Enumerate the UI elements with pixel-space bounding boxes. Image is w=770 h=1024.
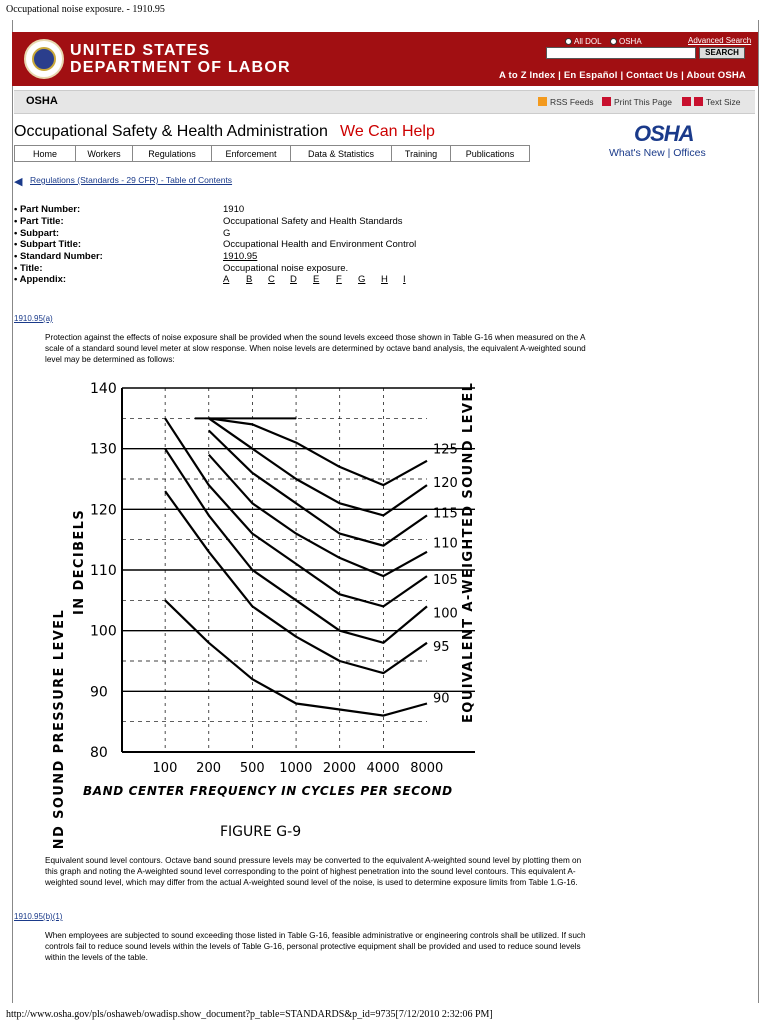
- rss-feeds-link[interactable]: [538, 97, 593, 107]
- x-tick-label: 100: [152, 761, 178, 776]
- radio-icon: [610, 38, 617, 45]
- y-tick-label: 130: [90, 441, 117, 458]
- radio-osha-label: OSHA: [619, 37, 642, 46]
- right-tick-label: 95: [433, 639, 450, 655]
- chart-grid: [122, 388, 475, 752]
- info-value-title: Occupational noise exposure.: [223, 263, 349, 274]
- appendix-link-g[interactable]: G: [358, 274, 366, 285]
- x-axis-label: BAND CENTER FREQUENCY IN CYCLES PER SECOND: [83, 784, 453, 798]
- y-tick-label: 120: [90, 502, 117, 519]
- left-axis-label: OCTAVE BAND SOUND PRESSURE LEVEL: [52, 608, 67, 848]
- osha-logo[interactable]: OSHA: [634, 121, 694, 146]
- search-button[interactable]: SEARCH: [699, 47, 745, 59]
- info-label-standard-number: • Standard Number:: [14, 251, 103, 262]
- figure-g9: [45, 378, 515, 848]
- info-label-subpart-title: • Subpart Title:: [14, 239, 82, 250]
- paragraph-link-1910-95-b1[interactable]: 1910.95(b)(1): [14, 912, 63, 921]
- back-arrow-icon[interactable]: ◀: [14, 176, 23, 188]
- rss-icon: [538, 97, 547, 106]
- appendix-link-i[interactable]: I: [403, 274, 406, 285]
- right-tick-labels: [433, 443, 458, 707]
- contour-line-115: [209, 431, 427, 546]
- advanced-search-link[interactable]: Advanced Search: [688, 36, 752, 45]
- dol-seal-logo[interactable]: [24, 39, 64, 79]
- appendix-link-a[interactable]: A: [223, 274, 230, 285]
- contour-line-95: [165, 491, 427, 673]
- y-tick-label: 140: [90, 381, 117, 397]
- x-tick-label: 8000: [410, 761, 444, 776]
- radio-all-dol-label: All DOL: [574, 37, 602, 46]
- print-header: Occupational noise exposure. - 1910.95: [6, 4, 165, 15]
- info-label-part-title: • Part Title:: [14, 216, 64, 227]
- y-tick-label: 110: [90, 563, 117, 579]
- appendix-link-c[interactable]: C: [268, 274, 275, 285]
- contour-line-125: [209, 418, 427, 485]
- appendix-link-e[interactable]: E: [313, 274, 320, 285]
- radio-osha[interactable]: [610, 37, 642, 46]
- agency-title[interactable]: Occupational Safety & Health Administration: [14, 123, 328, 140]
- y-tick-label: 100: [90, 623, 117, 640]
- left-axis-label-units: IN DECIBELS: [72, 508, 87, 615]
- appendix-link-b[interactable]: B: [246, 274, 253, 285]
- info-value-subpart: G: [223, 228, 231, 239]
- right-tick-label: 120: [433, 476, 458, 492]
- x-tick-labels: [153, 761, 444, 776]
- whats-new-offices-links[interactable]: What's New | Offices: [609, 147, 706, 159]
- plus-icon[interactable]: [694, 97, 703, 106]
- search-input[interactable]: [546, 47, 696, 59]
- minus-icon[interactable]: [682, 97, 691, 106]
- paragraph-a-text: Protection against the effects of noise exposure shall be provided when the sound levels exceed those shown in Table G-16 when measured on the A scale of a standard sound level meter at slow response. When noise levels are determined by octave band analysis, the equivalent A-weighted sound level may be determined as follows:: [45, 333, 586, 365]
- info-value-part-number: 1910: [223, 204, 245, 215]
- nav-data-statistics[interactable]: Data & Statistics: [290, 145, 392, 162]
- right-axis-label: EQUIVALENT A-WEIGHTED SOUND LEVEL: [461, 381, 476, 723]
- right-tick-label: 110: [433, 536, 458, 552]
- dol-title-line1: UNITED STATES: [70, 42, 211, 59]
- y-tick-label: 90: [90, 684, 108, 701]
- right-tick-label: 90: [433, 691, 450, 707]
- print-footer: http://www.osha.gov/pls/oshaweb/owadisp.show_document?p_table=STANDARDS&p_id=9735[7/12/2010 2:32:06 PM]: [6, 1009, 493, 1020]
- info-label-part-number: • Part Number:: [14, 204, 81, 215]
- info-value-subpart-title: Occupational Health and Environment Control: [223, 239, 417, 250]
- nav-enforcement[interactable]: Enforcement: [211, 145, 291, 162]
- info-label-title: • Title:: [14, 263, 43, 274]
- rss-label: RSS Feeds: [550, 97, 594, 107]
- radio-icon: [565, 38, 572, 45]
- nav-publications[interactable]: Publications: [450, 145, 530, 162]
- contour-line-120: [209, 418, 427, 515]
- radio-all-dol[interactable]: [565, 37, 602, 46]
- printer-icon: [602, 97, 611, 106]
- figure-caption-text: Equivalent sound level contours. Octave band sound pressure levels may be converted to the equivalent A-weighted sound level by plotting them on this graph and noting the A-weighted sound level corresponding to the point of highest penetration into the sound level contours. This equivalent A-weighted sound level, which may differ from the actual A-weighted sound level of the noise, is used to determine exposure limits from Table 1.G-16.: [45, 856, 582, 888]
- info-value-standard-number-link[interactable]: 1910.95: [223, 251, 258, 262]
- print-page-link[interactable]: [602, 97, 672, 107]
- dol-title-line2: DEPARTMENT OF LABOR: [70, 59, 291, 76]
- text-size-label: Text Size: [706, 97, 741, 107]
- paragraph-b1-text: When employees are subjected to sound exceeding those listed in Table G-16, feasible administrative or engineering controls shall be utilized. If such controls fail to reduce sound levels within the levels of Table G-16, personal protective equipment shall be provided and used to reduce sound levels within the levels of the table.: [45, 931, 586, 963]
- appendix-link-f[interactable]: F: [336, 274, 342, 285]
- dol-top-links[interactable]: A to Z Index | En Español | Contact Us | About OSHA: [498, 70, 746, 81]
- breadcrumb[interactable]: Regulations (Standards - 29 CFR) - Table of Contents: [30, 175, 233, 185]
- nav-regulations[interactable]: Regulations: [132, 145, 212, 162]
- print-label: Print This Page: [614, 97, 672, 107]
- right-tick-label: 115: [433, 506, 458, 522]
- info-label-appendix: • Appendix:: [14, 274, 67, 285]
- appendix-link-h[interactable]: H: [381, 274, 388, 285]
- right-tick-label: 125: [433, 442, 458, 458]
- we-can-help-link[interactable]: We Can Help: [340, 123, 435, 140]
- y-tick-label: 80: [90, 745, 108, 761]
- chart-curves: [165, 418, 427, 715]
- x-tick-label: 500: [239, 761, 265, 776]
- figure-g9-chart: [45, 378, 515, 848]
- text-size-control[interactable]: [682, 97, 741, 107]
- appendix-link-d[interactable]: D: [290, 274, 297, 285]
- x-tick-label: 4000: [366, 761, 400, 776]
- right-tick-label: 105: [433, 573, 458, 589]
- y-tick-labels: [90, 381, 117, 761]
- x-tick-label: 200: [196, 761, 222, 776]
- nav-home[interactable]: Home: [14, 145, 76, 162]
- figure-caption: FIGURE G-9: [220, 824, 302, 840]
- x-tick-label: 2000: [322, 761, 357, 776]
- osha-bar-label: OSHA: [26, 95, 58, 107]
- x-tick-label: 1000: [279, 761, 313, 776]
- nav-workers[interactable]: Workers: [75, 145, 133, 162]
- info-label-subpart: • Subpart:: [14, 228, 60, 239]
- paragraph-link-1910-95-a[interactable]: 1910.95(a): [14, 314, 53, 323]
- nav-training[interactable]: Training: [391, 145, 451, 162]
- right-tick-label: 100: [433, 606, 458, 622]
- info-value-part-title: Occupational Safety and Health Standards: [223, 216, 403, 227]
- dol-title[interactable]: [70, 42, 291, 76]
